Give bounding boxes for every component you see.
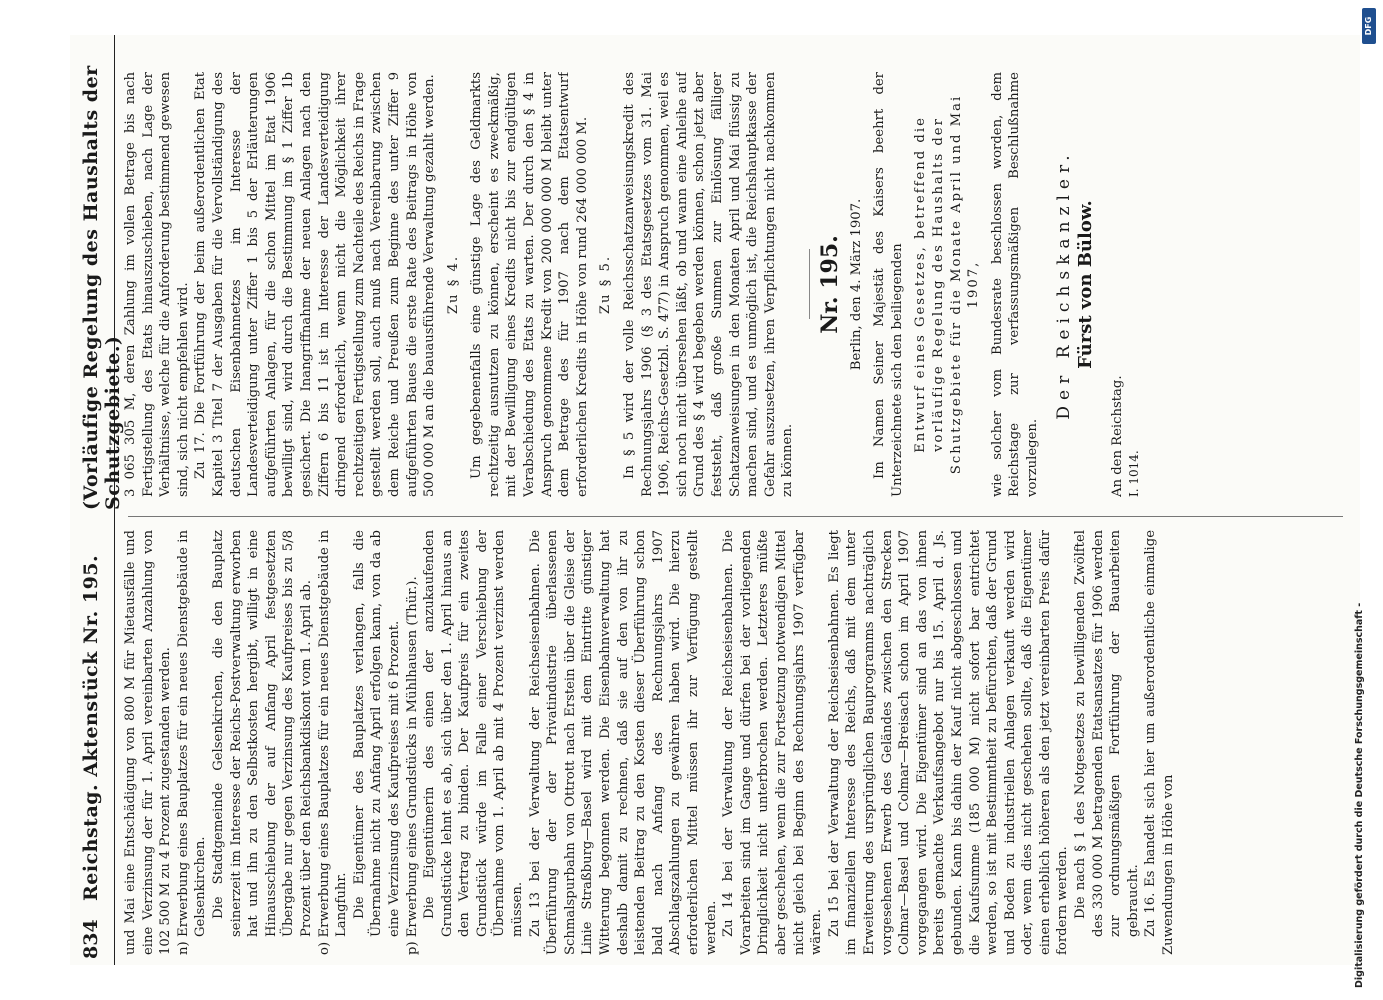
left-column-paragraph: Zu 14 bei der Verwaltung der Reichseisenbahnen. Die Vorarbeiten sind im Gange und dürfen bei der vorliegenden Dringlichkeit nicht unterbrochen werden. Letzteres müßte aber geschehen, wenn die zur Fortsetzung notwendigen Mittel nicht gleich bei Beginn des Rechnungsjahrs 1907 verfügbar wären.	[721, 530, 825, 955]
document-page	[70, 35, 1360, 965]
left-column-paragraph: p) Erwerbung eines Grundstücks in Mühlhausen (Thür.).	[404, 576, 420, 955]
reference-number: I. 1014.	[1127, 450, 1142, 497]
addressee: An den Reichstag.	[1109, 375, 1125, 497]
document-number: Nr. 195.	[816, 235, 843, 334]
section-heading-4: Zu § 4.	[445, 254, 461, 315]
right-column-paragraphs	[122, 72, 439, 497]
intro-text: Im Namen Seiner Majestät des Kaisers beehrt der Unterzeichnete sich den beiliegenden	[872, 72, 905, 497]
left-column-paragraph: Die Eigentümerin des einen der anzukaufenden Grundstücke lehnt es ab, sich über den 1. April hinaus an den Vertrag zu binden. Der Kaufpreis für ein zweites Grundstück würde im Falle einer Verschiebung der Übernahme vom 1. April ab mit 4 Prozent verzinst werden müssen.	[422, 530, 526, 937]
page-number: 834	[80, 919, 102, 959]
closing-text: wie solcher vom Bundesrate beschlossen worden, dem Reichstage zur verfassungsmäßigen Beschlußnahme vorzulegen.	[989, 72, 1040, 497]
left-column-paragraph: Die nach § 1 des Notgesetzes zu bewilligenden Zwölftel des 330 000 M betragenden Etatsansatzes für 1906 werden zur ordnungsmäßigen Fortführung der Bauarbeiten gebraucht.	[1073, 530, 1141, 937]
signature-title: Der Reichskanzler.	[1053, 149, 1074, 420]
page-header	[70, 35, 124, 965]
date-line: Berlin, den 4. März 1907.	[848, 198, 864, 371]
left-column-paragraph: o) Erwerbung eines Bauplatzes für ein neues Dienstgebäude in Langfuhr.	[316, 530, 350, 955]
left-column-paragraph: Zu 13 bei der Verwaltung der Reichseisenbahnen. Die Überführung der der Privatindustrie überlassenen Schmalspurbahn von Ottrott nach Erstein über die Gleise der Linie Straßburg—Basel wird mit dem Eintritte günstiger Witterung begonnen werden. Die Eisenbahnverwaltung hat deshalb damit zu rechnen, daß sie auf den von ihr zu leistenden Beitrag zu den Kosten dieser Überführung schon bald nach Anfang des Rechnungsjahrs 1907 Abschlagszahlungen zu gewähren haben wird. Die hierzu erforderlichen Mittel müssen ihr zur Verfügung gestellt werden.	[527, 530, 719, 955]
left-column-paragraph: und Mai eine Entschädigung von 800 M für Mietausfälle und eine Verzinsung der für 1. April vereinbarten Anzahlung von 102 500 M zu 4 Prozent zugestanden werden.	[123, 530, 174, 955]
section-4-text: Um gegebenenfalls eine günstige Lage des Geldmarkts rechtzeitig ausnutzen zu können, erscheint es zweckmäßig, mit der Bewilligung eines Kredits nicht bis zur endgültigen Verabschiedung des Etats zu warten. Der durch den § 4 in Anspruch genommene Kredit von 200 000 000 M bleibt unter dem Betrage des für 1907 nach dem Etatsentwurf erforderlichen Kredits in Höhe von rund 264 000 000 M.	[469, 72, 590, 497]
right-column-paragraph: 3 065 305 M, deren Zahlung im vollen Betrage bis nach Fertigstellung des Etats hinauszuschieben, nach Lage der Verhältnisse, welche für die Anforderung bestimmend gewesen sind, sich nicht empfehlen wird.	[123, 72, 191, 497]
column-divider	[128, 516, 1343, 517]
section-5-text: In § 5 wird der volle Reichsschatzanweisungskredit des Rechnungsjahrs 1906 (§ 3 des Etatsgesetzes vom 31. Mai 1906, Reichs-Gesetzbl. S. 477) in Anspruch genommen, weil es sich noch nicht übersehen läßt, ob und wann eine Anleihe auf Grund des § 4 wird begeben werden können, schon jetzt aber feststeht, daß große Summen zur Einlösung fälliger Schatzanweisungen in den Monaten April und Mai flüssig zu machen sind, und es unmöglich ist, die Reichshauptkasse der Gefahr auszusetzen, ihren Verpflichtungen nicht nachkommen zu können.	[622, 72, 796, 497]
signature-name: Fürst von Bülow.	[1075, 200, 1097, 369]
dfg-logo-text: DFG	[1364, 16, 1373, 36]
header-right: (Vorläufige Regelung des Haushalts der Schutzgebiete.)	[80, 65, 124, 510]
left-column-paragraph: Zu 16. Es handelt sich hier um außerordentliche einmalige Zuwendungen in Höhe von	[1143, 530, 1177, 955]
section-heading-5: Zu § 5.	[598, 254, 614, 315]
right-column-paragraph: Zu 17. Die Fortführung der beim außerordentlichen Etat Kapitel 3 Titel 7 der Ausgaben für die Vervollständigung des deutschen Eisenbahnnetzes im Interesse der Landesverteidigung unter Ziffer 1 bis 5 der Erläuterungen aufgeführten Anlagen, für die schon Mittel im Etat 1906 bewilligt sind, wird durch die Bestimmung im § 1 Ziffer 1b gesichert. Die Inangriffnahme der neuen Anlagen nach den Ziffern 6 bis 11 ist im Interesse der Landesverteidigung dringend erforderlich, wenn nicht die Möglichkeit ihrer rechtzeitigen Fertigstellung zum Nachteile des Reichs in Frage gestellt werden soll, auch muß nach Vereinbarung zwischen dem Reiche und Preußen zum Beginne des unter Ziffer 9 aufgeführten Baues die erste Rate des Beitrags in Höhe von 500 000 M an die bauausführende Verwaltung gezahlt werden.	[193, 72, 438, 497]
section-divider	[809, 250, 810, 320]
left-column-paragraph: Die Stadtgemeinde Gelsenkirchen, die den Bauplatz seinerzeit im Interesse der Reichs-Postverwaltung erworben hat und ihn zu den Selbstkosten hergibt, willigt in eine Hinausschiebung der auf Anfang April festgesetzten Übergabe nur gegen Verzinsung des Kaufpreises bis zu 5/8 Prozent über den Reichsbankdiskont vom 1. April ab.	[210, 530, 314, 937]
digitization-note: Digitalisierung gefördert durch die Deutsche Forschungsgemeinschaft -	[1354, 602, 1365, 988]
draft-title: Entwurf eines Gesetzes, betreffend die vorläufige Regelung des Haushalts der Schutzgebiete für die Monate April und Mai 1907,	[913, 94, 982, 475]
header-left: Reichstag. Aktenstück Nr. 195.	[80, 554, 102, 901]
left-column-paragraph: Die Eigentümer des Bauplatzes verlangen, falls die Übernahme nicht zu Anfang April erfolgen kann, von da ab eine Verzinsung des Kaufpreises mit 6 Prozent.	[351, 530, 402, 937]
left-column-paragraph: Zu 15 bei der Verwaltung der Reichseisenbahnen. Es liegt im finanziellen Interesse des Reichs, daß mit dem unter Erweiterung des ursprünglichen Bauprogramms nachträglich vorgesehenen Erwerb des Geländes zwischen den Strecken Colmar—Basel und Colmar—Breisach schon im April 1907 vorgegangen wird. Die Eigentümer sind an das von ihnen bereits gemachte Verkaufsangebot nur bis 15. April d. Js. gebunden. Kann bis dahin der Kauf nicht abgeschlossen und die Kaufsumme (185 000 M) nicht sofort bar entrichtet werden, so ist mit Bestimmtheit zu befürchten, daß der Grund und Boden zu industriellen Anlagen verkauft werden wird oder, wenn dies nicht geschehen sollte, daß die Eigentümer einen erheblich höheren als den jetzt vereinbarten Preis dafür fordern werden.	[826, 530, 1071, 955]
left-column-paragraph: n) Erwerbung eines Bauplatzes für ein neues Dienstgebäude in Gelsenkirchen.	[175, 530, 209, 955]
left-column	[122, 530, 1352, 955]
dfg-logo	[1362, 8, 1376, 44]
right-column	[122, 72, 1352, 497]
